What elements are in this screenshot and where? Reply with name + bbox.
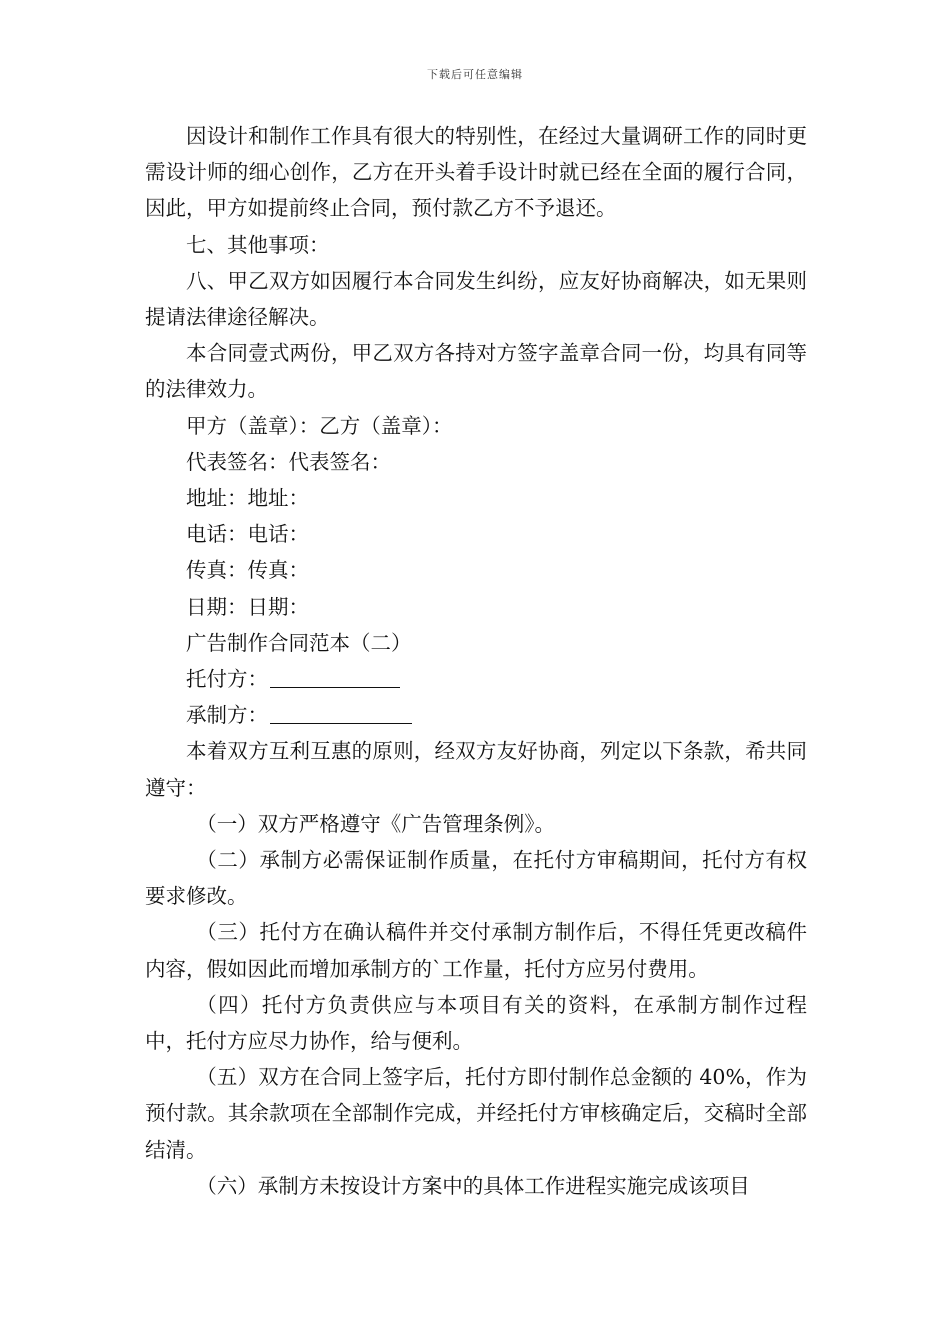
clause-5: （五）双方在合同上签字后，托付方即付制作总金额的 40%，作为预付款。其余款项在全部制作完成，并经托付方审核确定后，交稿时全部结清。 — [145, 1065, 807, 1162]
signature-phone-line: 电话：电话： — [186, 522, 309, 547]
client-line — [145, 661, 807, 697]
clause-6: （六）承制方未按设计方案中的具体工作进程实施完成该项目 — [196, 1173, 750, 1198]
signature-seal-line: 甲方（盖章）：乙方（盖章）： — [186, 413, 453, 438]
paragraph-dispute-clause: 八、甲乙双方如因履行本合同发生纠纷，应友好协商解决，如无果则提请法律途径解决。 — [145, 268, 807, 330]
client-label: 托付方： — [186, 667, 268, 692]
clause-1: （一）双方严格遵守《广告管理条例》。 — [196, 811, 555, 836]
signature-date-line: 日期：日期： — [186, 594, 309, 619]
signature-fax-line: 传真：传真： — [186, 558, 309, 583]
document-body — [145, 118, 807, 1204]
paragraph-other-matters: 七、其他事项： — [186, 232, 330, 257]
page-header: 下载后可任意编辑 — [427, 68, 523, 81]
clause-3: （三）托付方在确认稿件并交付承制方制作后，不得任凭更改稿件内容，假如因此而增加承制方的`工作量，托付方应另付费用。 — [145, 920, 807, 981]
producer-line — [145, 697, 807, 733]
signature-address-line: 地址：地址： — [186, 486, 309, 511]
paragraph-design-clause: 因设计和制作工作具有很大的特别性，在经过大量调研工作的同时更需设计师的细心创作，乙方在开头着手设计时就已经在全面的履行合同，因此，甲方如提前终止合同，预付款乙方不予退还。 — [145, 124, 807, 221]
producer-label: 承制方： — [186, 703, 268, 728]
clause-4: （四）托付方负责供应与本项目有关的资料，在承制方制作过程中，托付方应尽力协作，给与便利。 — [145, 992, 807, 1054]
signature-representative-line: 代表签名：代表签名： — [186, 449, 391, 474]
clause-2: （二）承制方必需保证制作质量，在托付方审稿期间，托付方有权要求修改。 — [145, 848, 807, 909]
paragraph-copies-clause: 本合同壹式两份，甲乙双方各持对方签字盖章合同一份，均具有同等的法律效力。 — [145, 341, 807, 402]
contract-title-two: 广告制作合同范本（二） — [186, 630, 412, 655]
producer-blank-field[interactable] — [270, 703, 412, 725]
client-blank-field[interactable] — [270, 667, 400, 689]
paragraph-principle: 本着双方互利互惠的原则，经双方友好协商，列定以下条款，希共同遵守： — [145, 739, 807, 800]
